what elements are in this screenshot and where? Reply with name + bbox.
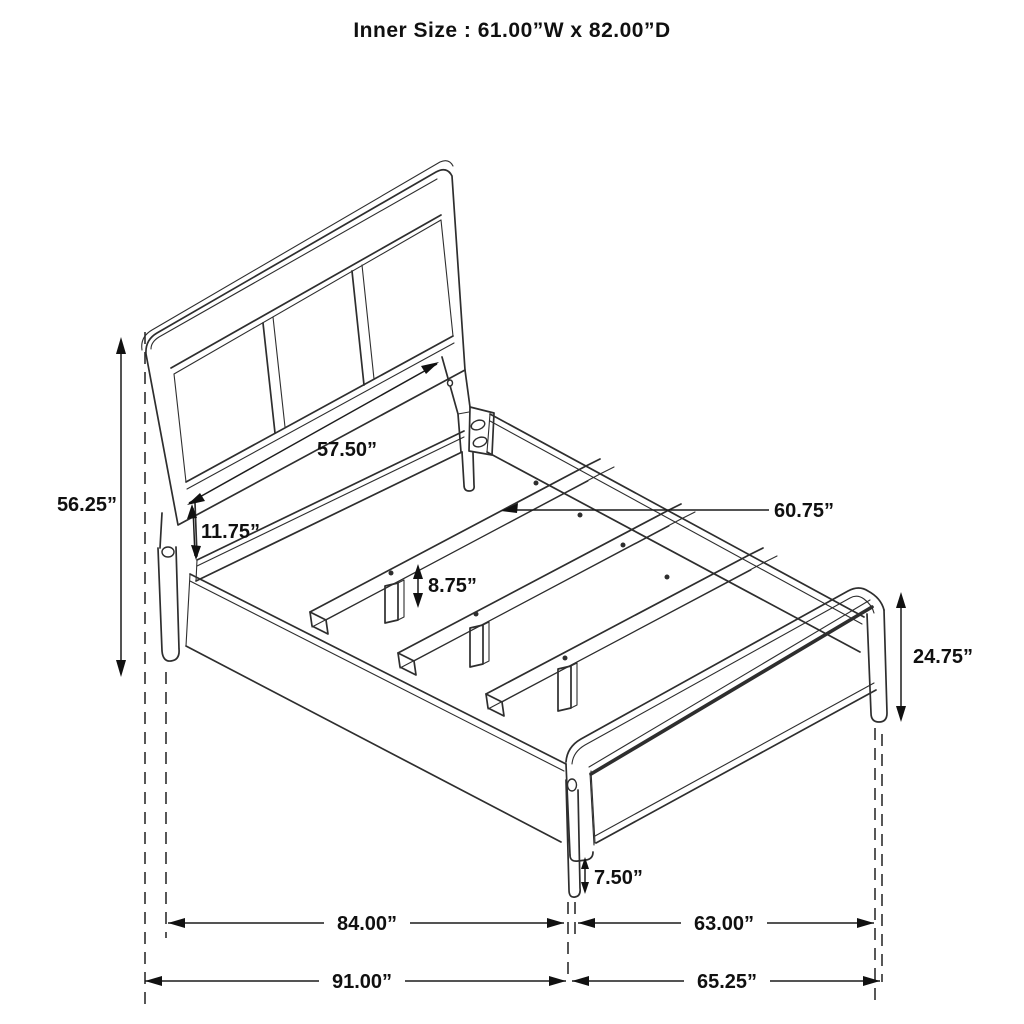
panel-gap-label: 11.75”	[201, 521, 260, 543]
dim-footboard-leg-height	[581, 857, 643, 894]
footboard-height-label: 24.75”	[913, 646, 974, 668]
dim-support-leg-height	[413, 564, 477, 608]
headboard	[142, 161, 465, 525]
dim-inner-depth	[168, 911, 564, 935]
dim-overall-depth	[145, 969, 566, 993]
dim-footboard-inner-width	[578, 911, 874, 935]
footboard-leg-height-label: 7.50”	[594, 867, 643, 889]
footboard-overall-width-label: 65.25”	[696, 971, 758, 993]
dim-footboard-height	[896, 592, 973, 722]
headboard-right-leg	[442, 357, 494, 491]
inner-depth-label: 84.00”	[336, 913, 398, 935]
dim-footboard-overall-width	[572, 969, 880, 993]
side-rail-back	[487, 414, 864, 652]
extension-lines	[145, 332, 882, 1006]
slat-1	[310, 459, 614, 634]
footboard-right-leg	[867, 610, 887, 722]
dim-headboard-height	[57, 337, 126, 677]
dim-panel-gap	[187, 504, 260, 560]
footboard-inner-width-label: 63.00”	[693, 913, 755, 935]
overall-depth-label: 91.00”	[331, 971, 393, 993]
side-rail-front	[186, 574, 566, 842]
footboard	[566, 588, 887, 897]
headboard-width-label: 57.50”	[316, 439, 378, 461]
dim-headboard-width	[187, 362, 439, 505]
footboard-left-leg	[566, 764, 594, 897]
headboard-height-label: 56.25”	[56, 494, 117, 516]
page-title: Inner Size : 61.00”W x 82.00”D	[353, 19, 671, 42]
slat-length-label: 60.75”	[774, 500, 835, 522]
support-leg-height-label: 8.75”	[428, 575, 477, 597]
